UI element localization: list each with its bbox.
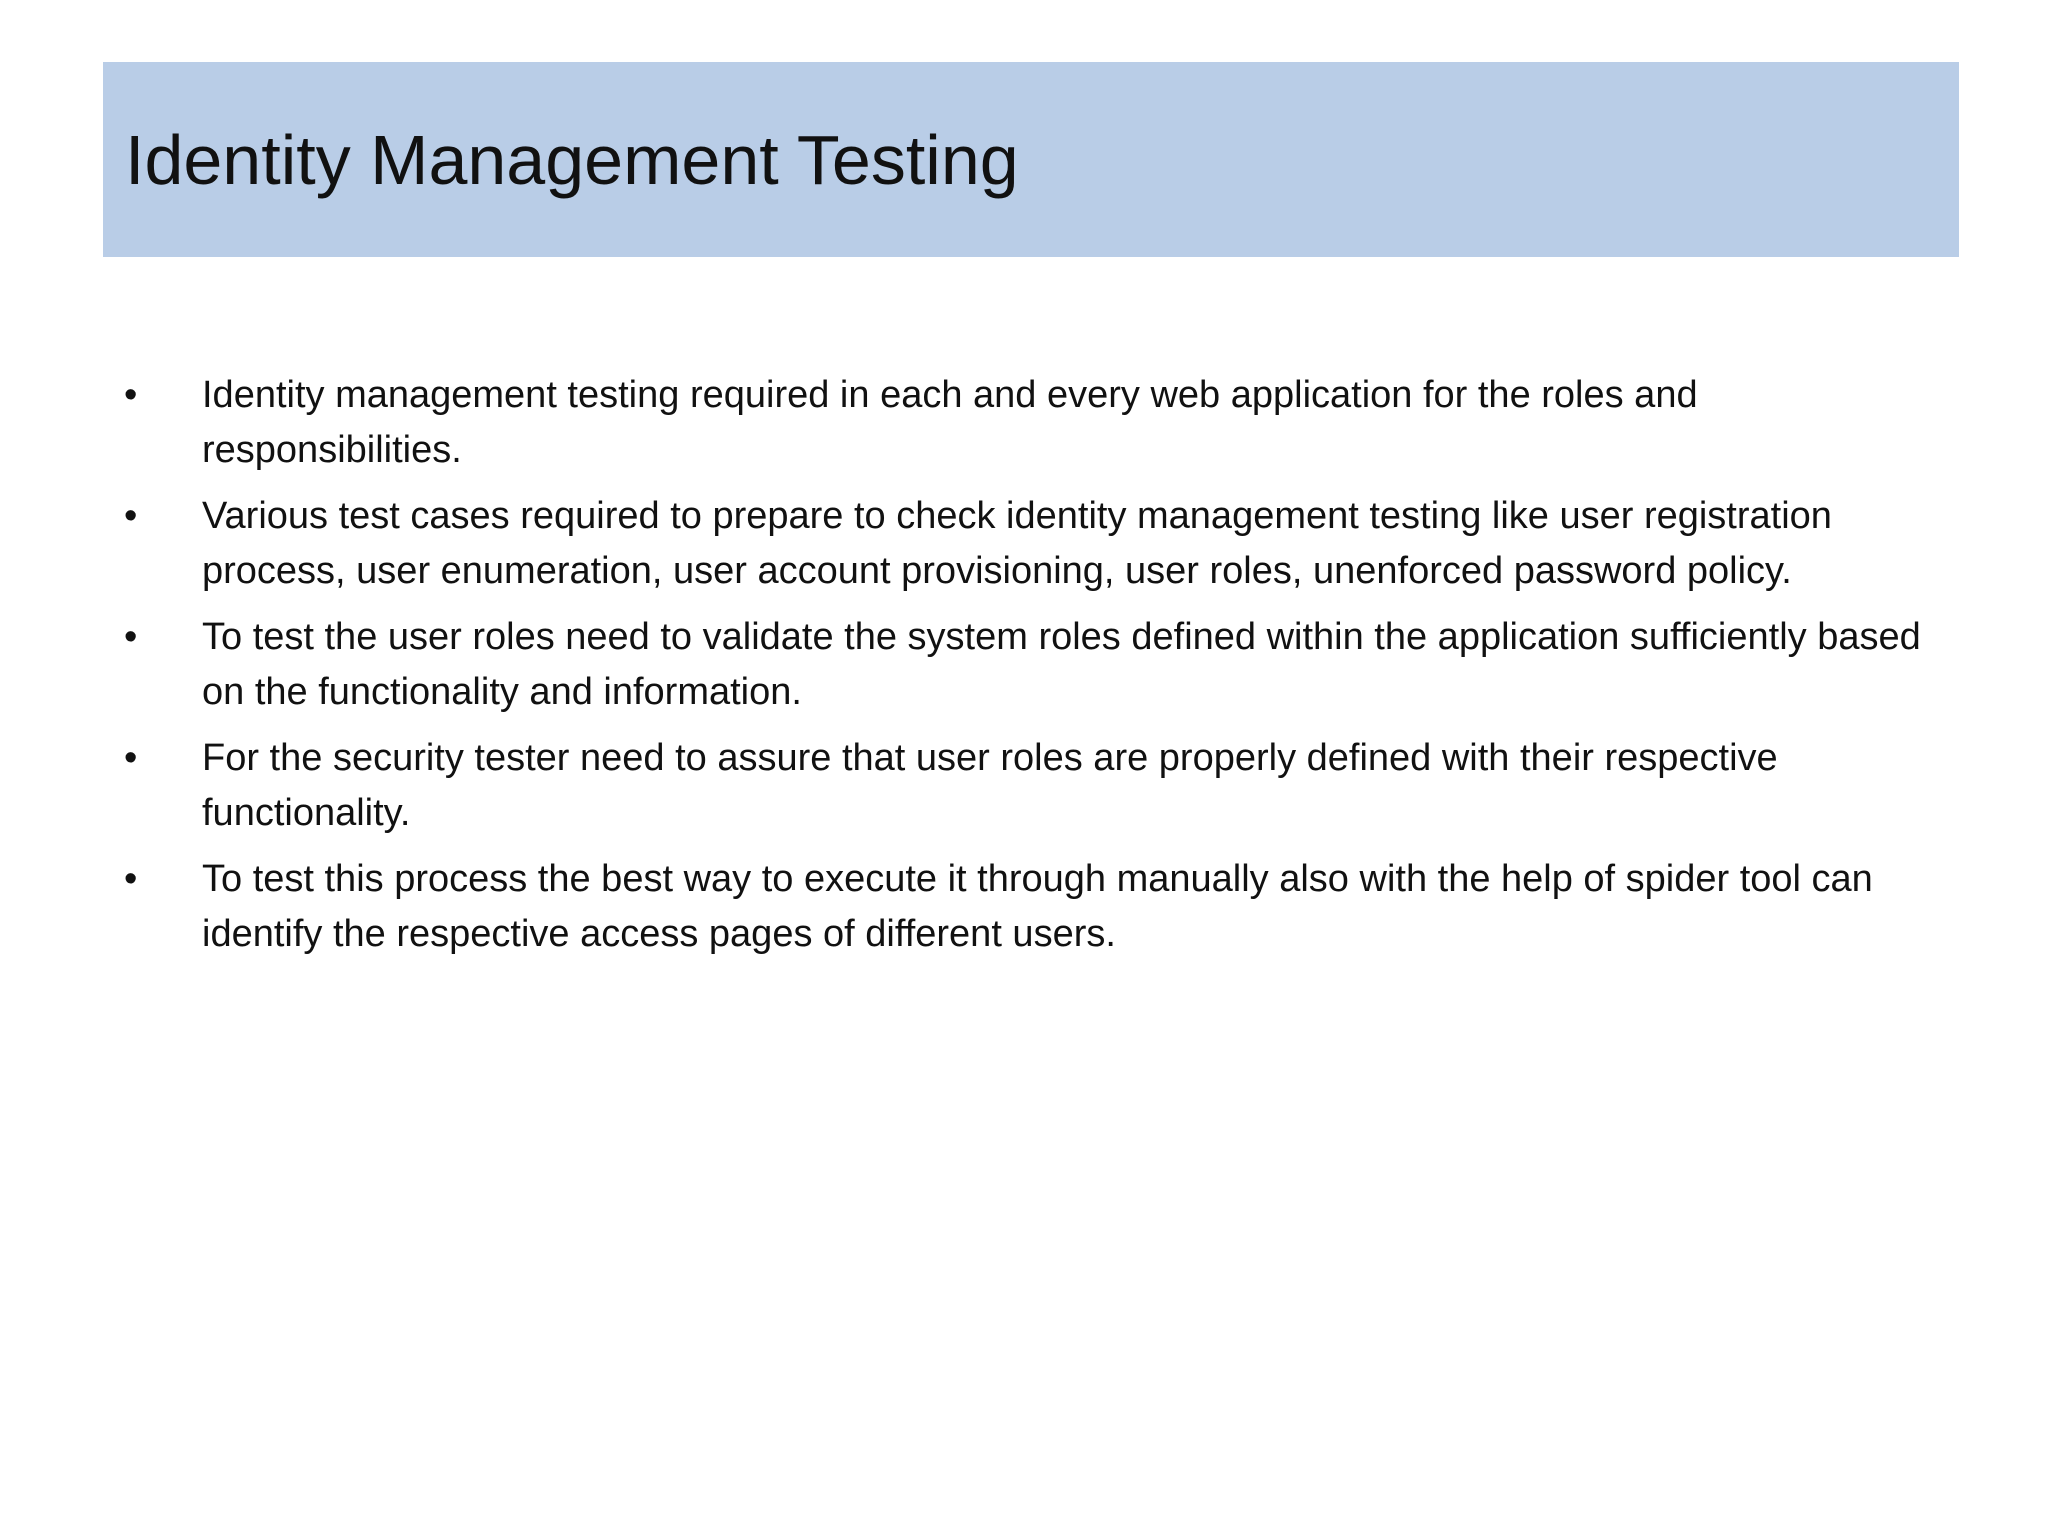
bullet-marker: • bbox=[124, 858, 138, 900]
bullet-marker: • bbox=[124, 737, 138, 779]
bullet-marker: • bbox=[124, 495, 138, 537]
bullet-item bbox=[124, 610, 1924, 720]
slide-title: Identity Management Testing bbox=[125, 121, 1019, 199]
bullet-text: To test the user roles need to validate the system roles defined within the application sufficiently based on the functionality and information. bbox=[202, 616, 1921, 713]
bullet-marker: • bbox=[124, 616, 138, 658]
bullet-text: For the security tester need to assure that user roles are properly defined with their respective functionality. bbox=[202, 737, 1778, 834]
bullet-marker: • bbox=[124, 374, 138, 416]
bullet-text: Various test cases required to prepare to check identity management testing like user registration process, user enumeration, user account provisioning, user roles, unenforced password policy. bbox=[202, 495, 1832, 592]
bullet-text: To test this process the best way to execute it through manually also with the help of spider tool can identify the respective access pages of different users. bbox=[202, 858, 1873, 955]
bullet-item bbox=[124, 489, 1924, 599]
bullet-text: Identity management testing required in each and every web application for the roles and responsibilities. bbox=[202, 374, 1698, 471]
bullet-list bbox=[124, 368, 1924, 973]
title-bar bbox=[103, 62, 1959, 257]
bullet-item bbox=[124, 368, 1924, 478]
bullet-item bbox=[124, 852, 1924, 962]
bullet-item bbox=[124, 731, 1924, 841]
